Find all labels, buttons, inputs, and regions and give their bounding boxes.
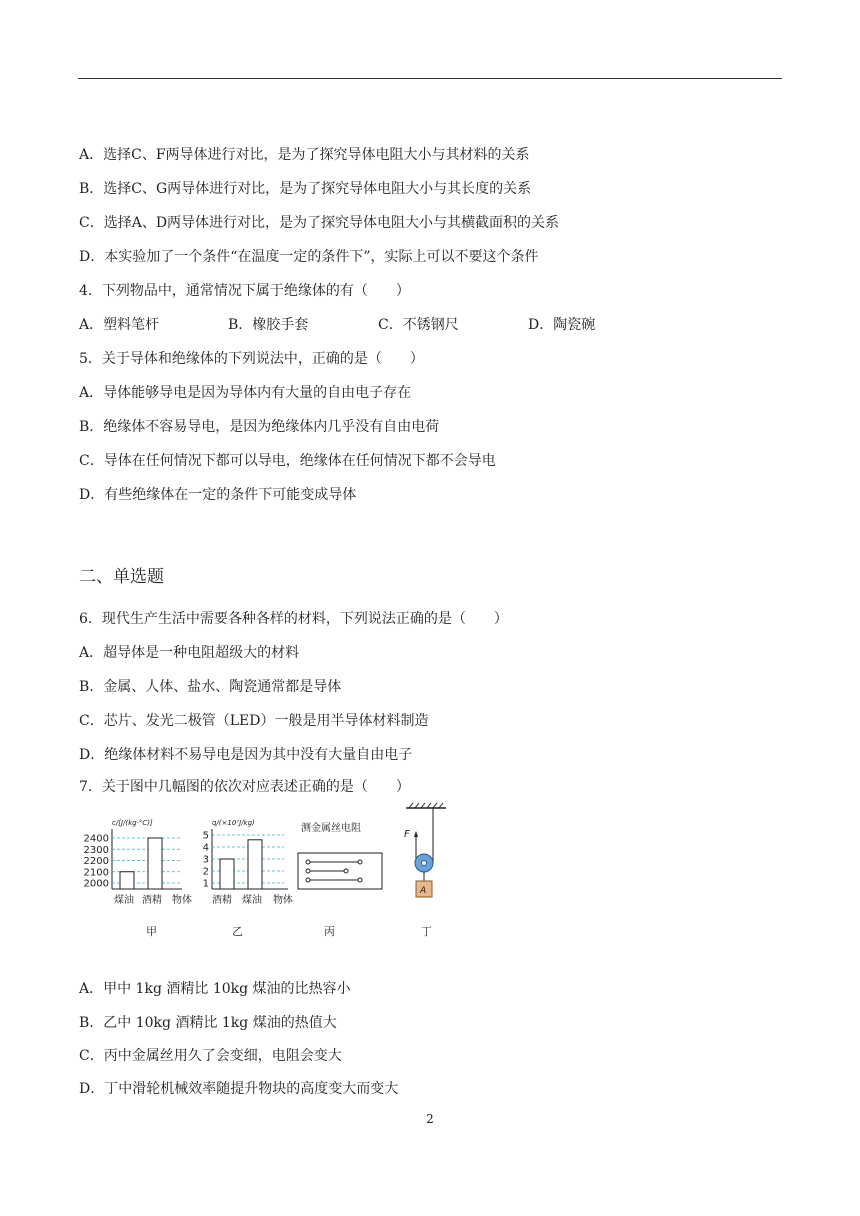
yi-caption: 乙 — [232, 925, 243, 938]
yi-category-1: 酒精 — [212, 895, 232, 906]
q3-option-c: C．选择A、D两导体进行对比，是为了探究导体电阻大小与其横截面积的关系 — [79, 215, 560, 231]
q7-stem: 7．关于图中几幅图的依次对应表述正确的是（ ） — [79, 779, 410, 795]
q4-option-d: D．陶瓷碗 — [528, 317, 596, 333]
yi-xlabel: 物体 — [273, 895, 293, 906]
figure-ding — [404, 803, 446, 938]
q4-stem: 4．下列物品中，通常情况下属于绝缘体的有（ ） — [79, 283, 410, 299]
jia-category-1: 煤油 — [114, 895, 134, 906]
jia-xlabel: 物体 — [172, 895, 192, 906]
yi-tick-label: 4 — [202, 842, 209, 854]
bing-title: 测金属丝电阻 — [301, 823, 361, 834]
jia-caption: 甲 — [146, 925, 157, 938]
q3-option-a: A．选择C、F两导体进行对比，是为了探究导体电阻大小与其材料的关系 — [79, 147, 530, 163]
figure-yi — [203, 819, 293, 938]
q6-option-c: C．芯片、发光二极管（LED）一般是用半导体材料制造 — [79, 713, 429, 729]
yi-bar-2 — [248, 840, 262, 889]
q7-option-b: B．乙中 10kg 酒精比 1kg 煤油的热值大 — [79, 1015, 337, 1031]
jia-tick-label: 2200 — [83, 856, 109, 867]
q5-stem: 5．关于导体和绝缘体的下列说法中，正确的是（ ） — [79, 351, 424, 367]
jia-category-2: 酒精 — [142, 895, 162, 906]
yi-tick-label: 3 — [202, 854, 209, 866]
jia-tick-label: 2400 — [83, 833, 109, 845]
yi-tick-label: 5 — [202, 830, 209, 842]
yi-ylabel: q/(×10⁷J/kg) — [212, 819, 255, 827]
jia-tick-label: 2300 — [83, 844, 109, 856]
q6-option-b: B．金属、人体、盐水、陶瓷通常都是导体 — [79, 679, 342, 695]
q5-option-c: C．导体在任何情况下都可以导电，绝缘体在任何情况下都不会导电 — [79, 453, 496, 469]
q5-option-a: A．导体能够导电是因为导体内有大量的自由电子存在 — [79, 385, 412, 401]
bing-caption: 丙 — [324, 925, 335, 938]
q7-option-a: A．甲中 1kg 酒精比 10kg 煤油的比热容小 — [79, 981, 351, 997]
section-title: 二、单选题 — [79, 567, 164, 587]
q6-option-a: A．超导体是一种电阻超级大的材料 — [79, 645, 300, 661]
yi-tick-label: 2 — [202, 866, 209, 878]
yi-category-2: 煤油 — [242, 895, 262, 906]
figure-bing — [298, 821, 382, 938]
jia-tick-label: 2100 — [83, 867, 109, 879]
force-arrow — [414, 831, 418, 837]
figure-jia — [84, 819, 192, 938]
jia-tick-label: 2000 — [83, 878, 109, 890]
q6-stem: 6．现代生产生活中需要各种各样的材料，下列说法正确的是（ ） — [79, 611, 508, 627]
block-label: A — [420, 886, 427, 896]
header-rule — [78, 78, 782, 79]
q4-option-a: A．塑料笔杆 — [79, 317, 160, 333]
jia-ylabel: c/[J/(kg·°C)] — [112, 819, 153, 827]
force-label: F — [404, 829, 410, 840]
page-number: 2 — [426, 1112, 434, 1126]
q3-option-d: D．本实验加了一个条件“在温度一定的条件下”，实际上可以不要这个条件 — [79, 249, 539, 265]
yi-tick-label: 1 — [202, 878, 209, 890]
jia-bar-2 — [148, 838, 162, 889]
q5-option-b: B．绝缘体不容易导电，是因为绝缘体内几乎没有自由电荷 — [79, 419, 440, 435]
q7-option-d: D．丁中滑轮机械效率随提升物块的高度变大而变大 — [79, 1081, 399, 1097]
q7-figures — [78, 803, 458, 943]
q3-option-b: B．选择C、G两导体进行对比，是为了探究导体电阻大小与其长度的关系 — [79, 181, 532, 197]
q4-option-c: C．不锈钢尺 — [378, 317, 459, 333]
q5-option-d: D．有些绝缘体在一定的条件下可能变成导体 — [79, 487, 357, 503]
jia-bar-1 — [120, 872, 134, 889]
q6-option-d: D．绝缘体材料不易导电是因为其中没有大量自由电子 — [79, 747, 413, 763]
ding-caption: 丁 — [421, 925, 432, 938]
yi-bar-1 — [220, 859, 234, 889]
q4-option-b: B．橡胶手套 — [228, 317, 309, 333]
q7-option-c: C．丙中金属丝用久了会变细，电阻会变大 — [79, 1048, 342, 1064]
